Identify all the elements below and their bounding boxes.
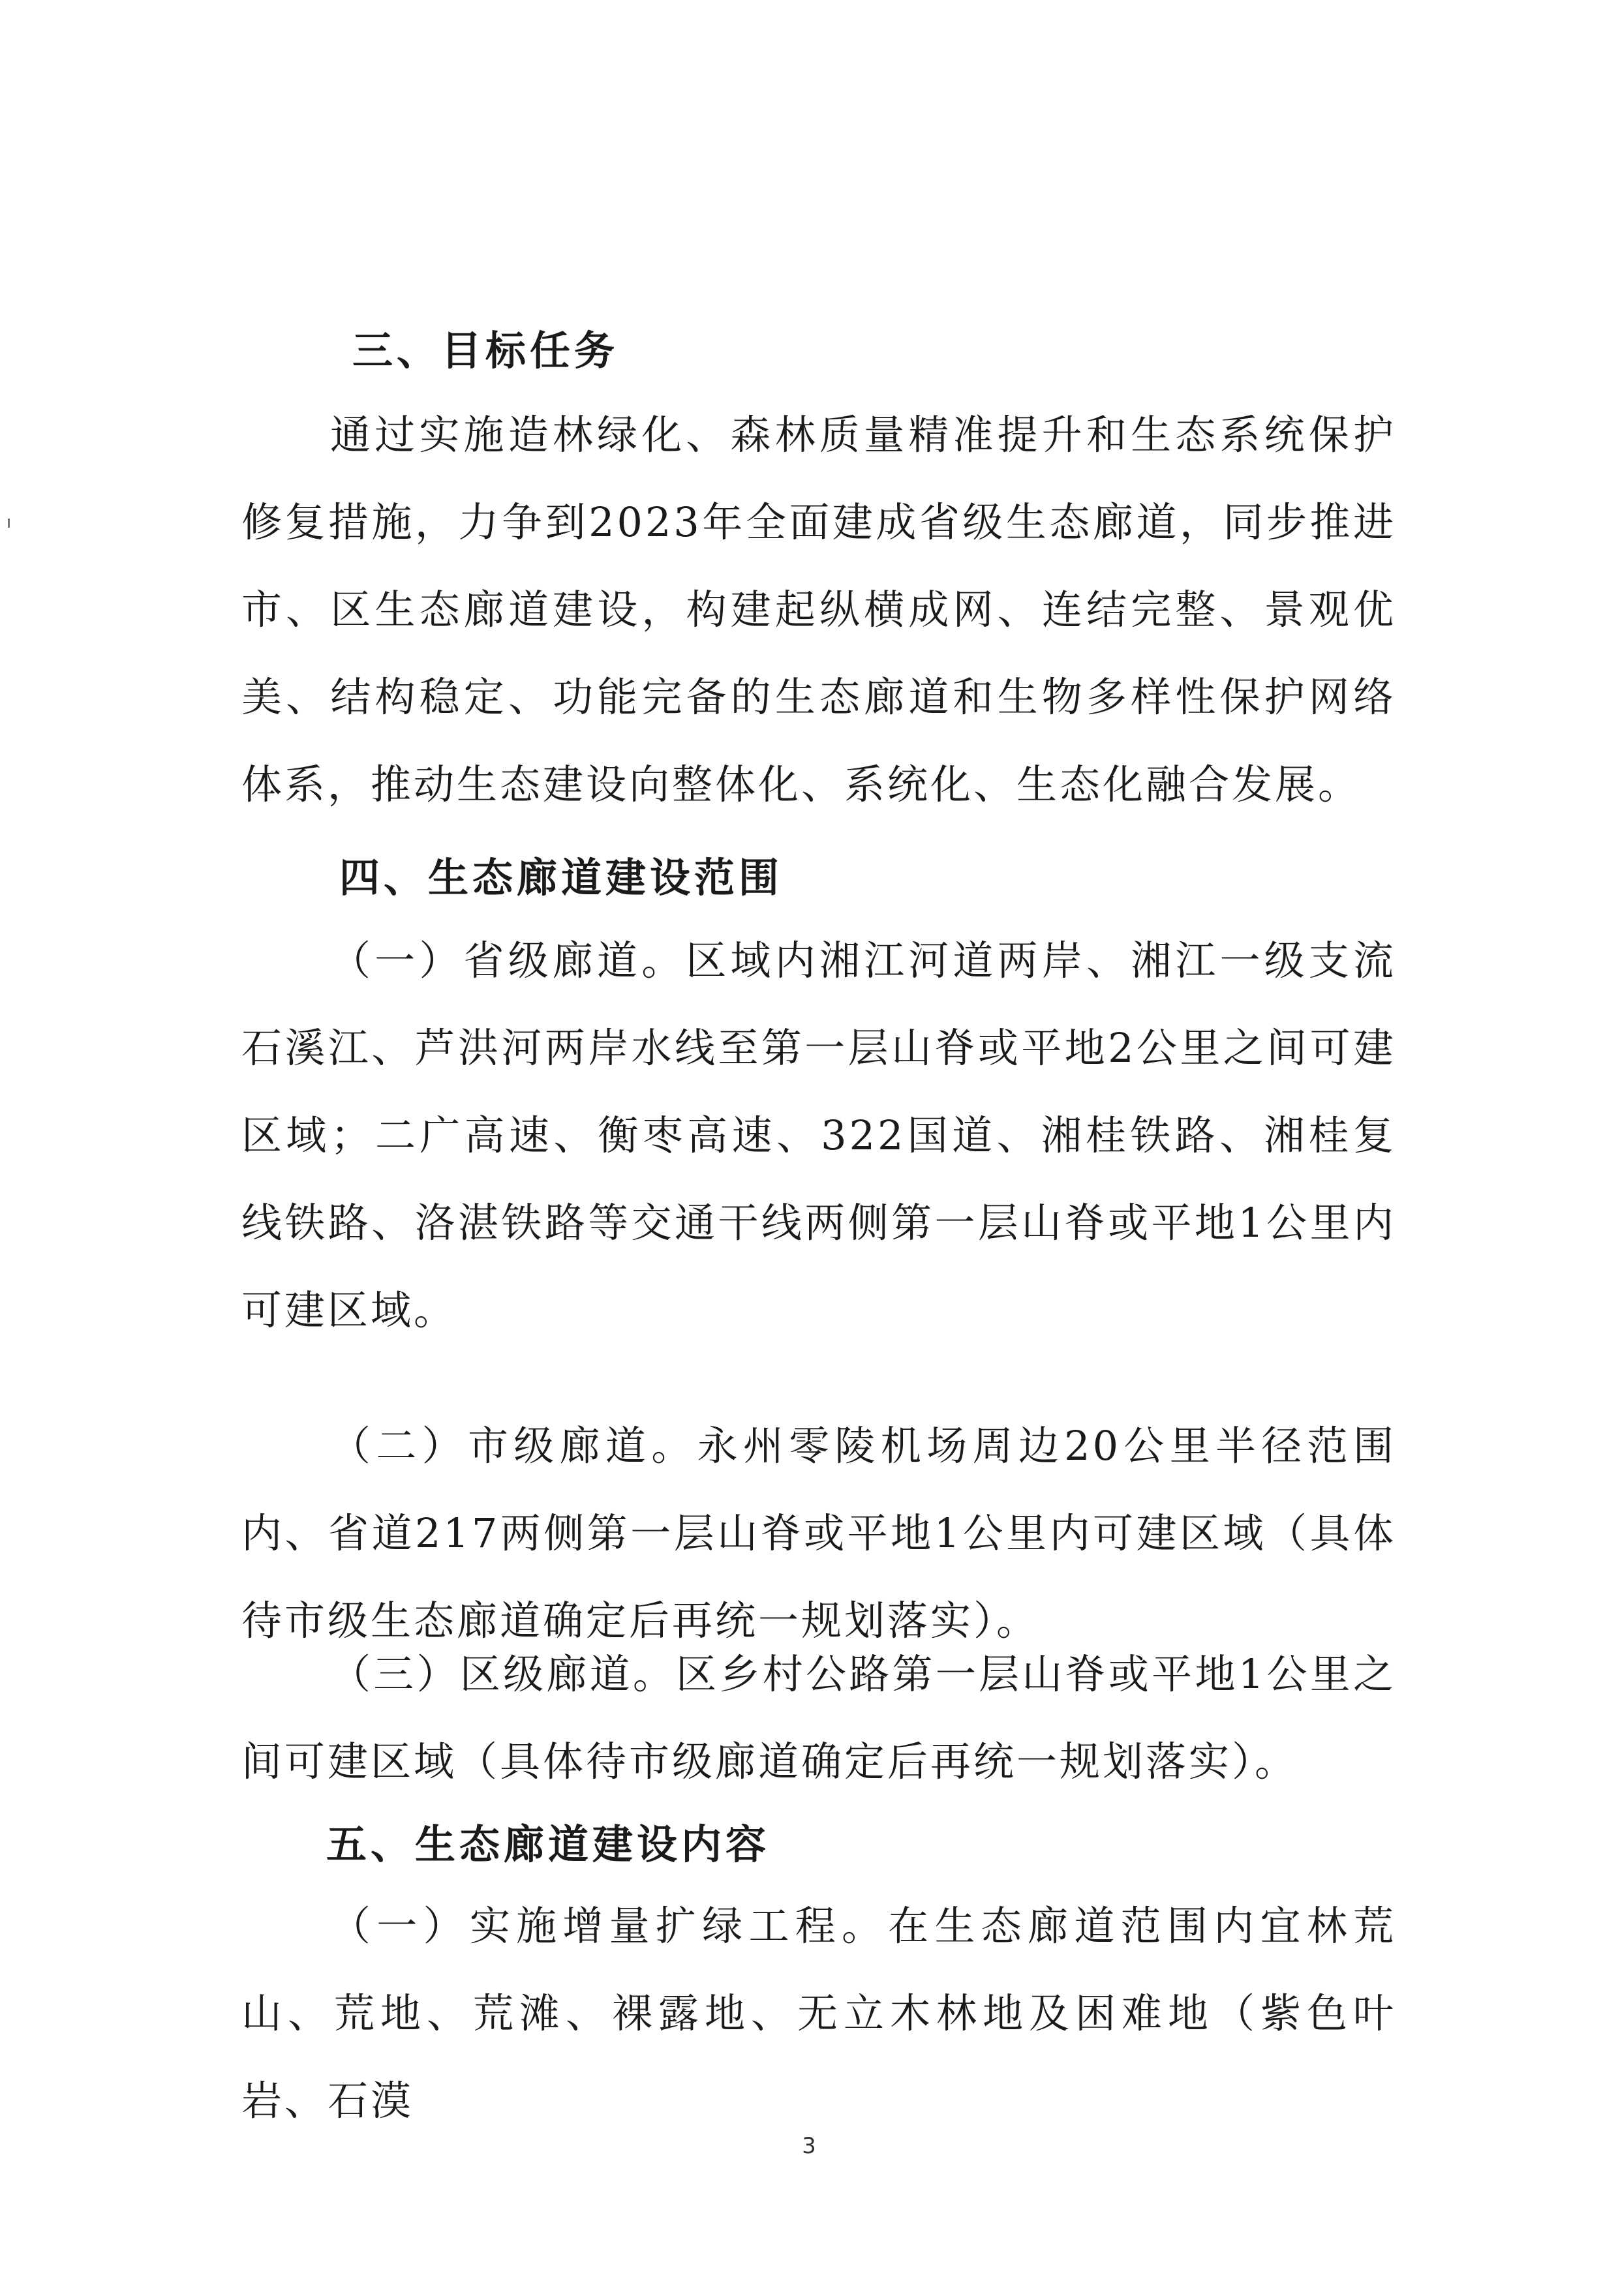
paragraph-provincial-corridor: （一）省级廊道。区域内湘江河道两岸、湘江一级支流石溪江、芦洪河两岸水线至第一层山脊或平地2公里之间可建区域；二广高速、衡枣高速、322国道、湘桂铁路、湘桂复线铁路、洛湛铁路等交通干线两侧第一层山脊或平地1公里内可建区域。 [241, 937, 1396, 1334]
scan-mark [8, 519, 10, 528]
section-heading-objectives: 三、目标任务 [352, 327, 619, 374]
section-heading-scope: 四、生态廊道建设范围 [339, 854, 784, 901]
paragraph-greening-project: （一）实施增量扩绿工程。在生态廊道范围内宜林荒山、荒地、荒滩、裸露地、无立木林地及困难地（紫色叶岩、石漠 [241, 1902, 1396, 2124]
page-number: 3 [802, 2133, 816, 2159]
paragraph-objectives: 通过实施造林绿化、森林质量精准提升和生态系统保护修复措施，力争到2023年全面建成省级生态廊道，同步推进市、区生态廊道建设，构建起纵横成网、连结完整、景观优美、结构稳定、功能完备的生态廊道和生物多样性保护网络体系，推动生态建设向整体化、系统化、生态化融合发展。 [241, 411, 1396, 808]
paragraph-district-corridor: （三）区级廊道。区乡村公路第一层山脊或平地1公里之间可建区域（具体待市级廊道确定后再统一规划落实）。 [241, 1650, 1396, 1785]
section-heading-content: 五、生态廊道建设内容 [326, 1820, 771, 1868]
paragraph-city-corridor: （二）市级廊道。永州零陵机场周边20公里半径范围内、省道217两侧第一层山脊或平地1公里内可建区域（具体待市级生态廊道确定后再统一规划落实）。 [241, 1422, 1396, 1644]
